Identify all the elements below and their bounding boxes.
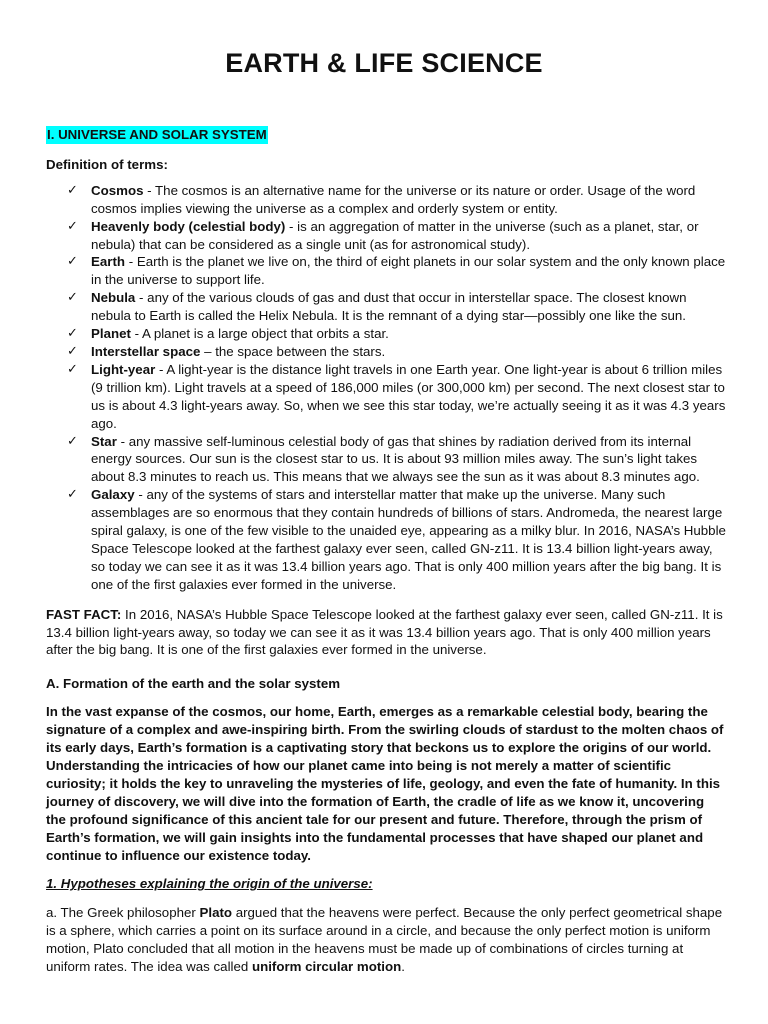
term-definition: any massive self-luminous celestial body of gas that shines by radiation derived from its internal energy sources. Our sun is the closest star to us. It is about 93 million miles away. The sun’s light takes about 8.3 minutes to reach us. This means that we always see the sun as it was about 8.3 minutes ago. [91,433,700,485]
document-title: EARTH & LIFE SCIENCE [225,48,543,78]
check-mark-icon: ✓ [67,182,78,198]
term-definition: any of the systems of stars and interstellar matter that make up the universe. Many such assemblages are so enormous that they contain hundreds of billions of stars. Andromeda, the nearest large spiral galaxy, is one of the few visible to the unaided eye, appearing as a milky blur. In 2016, NASA’s Hubble Space Telescope looked at the farthest galaxy ever seen, called GN-z11. It is 13.4 billion light-years away, so today we can see it as it was 13.4 billion years ago. That is only 400 million years after the big bang. It is one of the first galaxies ever formed in the universe. [91,487,726,592]
term-separator: - [155,361,167,377]
term-definition: is an aggregation of matter in the universe (such as a planet, star, or nebula) that can be considered as a single unit (as for astronomical study). [91,218,699,252]
check-mark-icon: ✓ [67,487,78,503]
section-heading: I. UNIVERSE AND SOLAR SYSTEM [47,127,267,142]
intro-paragraph: In the vast expanse of the cosmos, our home, Earth, emerges as a remarkable celestial body, bearing the signature of a complex and awe-inspiring birth. From the swirling clouds of stardust to the molten chaos of its early days, Earth’s formation is a captivating story that beckons us to explore the origins of our world. Understanding the intricacies of how our planet came into being is not merely a matter of scientific curiosity; it holds the key to unraveling the mysteries of life, geology, and even the fate of humanity. In this journey of discovery, we will dive into the formation of Earth, the cradle of life as we know it, uncovering the profound significance of this ancient tale for our present and future. Therefore, through the prism of Earth’s formation, we will gain insights into the fundamental processes that have shaped our planet and continue to influence our existence today. [46,704,724,863]
term-separator: - [125,254,137,270]
list-item [46,253,726,289]
term-definition: the space between the stars. [215,343,386,359]
term-name: Galaxy [91,487,135,503]
list-item [46,486,726,593]
hypothesis-a-name: Plato [199,905,233,921]
term-separator: - [116,433,129,449]
section-heading-wrapper [46,126,726,144]
term-definition: Earth is the planet we live on, the third of eight planets in our solar system and the only known place in the universe to support life. [91,254,726,288]
term-name: Cosmos [91,182,144,198]
list-item [46,218,726,254]
hypothesis-a-suffix: . [401,959,405,975]
list-item [46,325,726,343]
hypotheses-heading: 1. Hypotheses explaining the origin of the universe: [46,876,373,892]
hypothesis-a-term: uniform circular motion [251,959,402,975]
check-mark-icon: ✓ [67,361,78,377]
check-mark-icon: ✓ [67,218,78,234]
term-name: Interstellar space [91,343,201,359]
subsection-heading: A. Formation of the earth and the solar system [46,676,341,692]
document-body [46,126,726,976]
term-name: Heavenly body (celestial body) [91,218,286,234]
term-separator: - [135,290,148,306]
hypothesis-a-prefix: a. The Greek philosopher [46,905,200,921]
list-item [46,361,726,433]
term-definition: The cosmos is an alternative name for the universe or its nature or order. Usage of the word cosmos implies viewing the universe as a complex and orderly system or entity. [91,182,696,216]
term-separator: - [130,326,142,342]
list-item [46,343,726,361]
term-separator: - [143,182,156,198]
check-mark-icon: ✓ [67,326,78,342]
term-name: Earth [91,254,125,270]
term-definition: any of the various clouds of gas and dust that occur in interstellar space. The closest known nebula to Earth is called the Helix Nebula. It is the remnant of a dying star—possibly one like the sun. [91,290,687,324]
term-name: Star [91,433,117,449]
term-separator: - [134,487,147,503]
list-item [46,433,726,487]
terms-list [46,182,726,594]
definition-heading: Definition of terms: [46,156,168,172]
check-mark-icon: ✓ [67,290,78,306]
hypothesis-a-middle: argued that the heavens were perfect. Because the only perfect geometrical shape is a sphere, which carries a point on its surface around in a circle, and because the only perfect motion is uniform motion, Plato concluded that all motion in the heavens must be made up of combinations of circles turning at uniform rates. The idea was called [46,905,723,975]
list-item [46,289,726,325]
term-separator: – [200,343,216,359]
fast-fact-paragraph [46,606,726,660]
term-definition: A planet is a large object that orbits a star. [142,326,389,342]
check-mark-icon: ✓ [67,343,78,359]
term-separator: - [285,218,298,234]
hypothesis-a-paragraph [46,904,726,976]
term-name: Light-year [91,361,156,377]
term-name: Nebula [91,290,136,306]
fast-fact-label: FAST FACT: [46,606,122,622]
term-name: Planet [91,326,131,342]
check-mark-icon: ✓ [67,254,78,270]
list-item [46,182,726,218]
check-mark-icon: ✓ [67,433,78,449]
fast-fact-text: In 2016, NASA’s Hubble Space Telescope looked at the farthest galaxy ever seen, called GN-z11. It is 13.4 billion light-years away, so today we can see it as it was 13.4 billion years ago. That is only 400 million years after the big bang. It is one of the first galaxies ever formed in the universe. [46,606,723,658]
term-definition: A light-year is the distance light travels in one Earth year. One light-year is about 6 trillion miles (9 trillion km). Light travels at a speed of 186,000 miles (or 300,000 km) per second. The next closest star to us is about 4.3 light-years away. So, when we see this star today, we’re actually seeing it as it was 4.3 years ago. [91,361,726,431]
